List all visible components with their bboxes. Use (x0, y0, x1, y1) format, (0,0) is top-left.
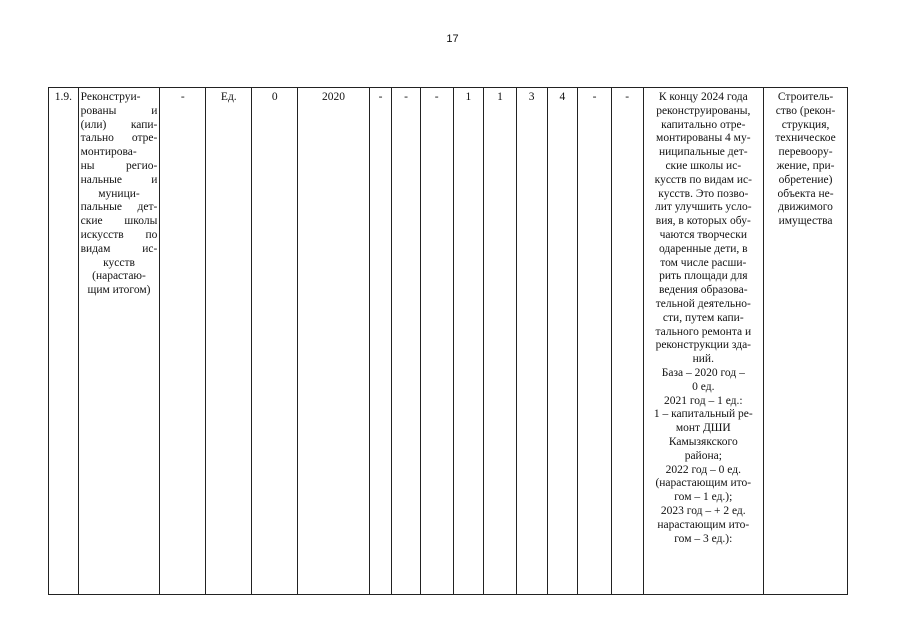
table-cell: - (369, 88, 391, 595)
description-line: района; (684, 449, 722, 462)
description-line: гом – 1 ед.); (674, 491, 733, 504)
description-line: том числе расши- (660, 256, 747, 269)
table-cell: 4 (547, 88, 578, 595)
indicator-name-line: видам ис- (80, 242, 158, 255)
table-cell: 3 (516, 88, 547, 595)
description-line: ские школы ис- (665, 159, 742, 172)
indicator-name-line: пальные дет- (80, 201, 158, 214)
indicator-name-line: щим итогом) (87, 284, 151, 297)
base-value-cell: 0 (252, 88, 298, 595)
description-line: кусств по видам ис- (654, 173, 752, 186)
description-line: реконструкции зда- (655, 339, 752, 352)
indicator-name-line: тально отре- (80, 132, 158, 145)
description-line: Камызякского (668, 435, 738, 448)
category-cell (764, 88, 848, 595)
description-line: гом – 3 ед.): (674, 532, 733, 545)
description-line: База – 2020 год – (661, 366, 745, 379)
table-cell: - (160, 88, 206, 595)
description-line: нарастающим ито- (657, 518, 750, 531)
description-line: реконструированы, (656, 104, 751, 117)
category-line: обретение) (778, 173, 833, 186)
indicator-name-line: Реконструи- (80, 91, 141, 103)
category-line: движимого (778, 201, 833, 214)
description-cell (643, 88, 764, 595)
category-line: ство (рекон- (775, 104, 836, 117)
description-line: одаренные дети, в (659, 242, 748, 255)
description-line: ниципальные дет- (658, 146, 748, 159)
indicator-name-line: ские школы (80, 215, 158, 228)
table-cell: - (611, 88, 643, 595)
description-line: тального ремонта и (655, 325, 752, 338)
table-cell: 1 (453, 88, 484, 595)
description-line: рить площади для (659, 270, 748, 283)
description-line: 2021 год – 1 ед.: (664, 394, 743, 407)
description-line: монтированы 4 му- (656, 132, 751, 145)
indicator-name-line: (или) капи- (80, 118, 158, 131)
description-line: (нарастающим ито- (655, 477, 752, 490)
description-line: кусств. Это позво- (658, 187, 749, 200)
table-row (49, 88, 848, 595)
category-line: перевоору- (778, 146, 833, 159)
indicator-name-line: монтирова- (80, 146, 137, 159)
description-line: вия, в которых обу- (655, 215, 751, 228)
indicator-name (78, 88, 160, 595)
category-line: жение, при- (776, 159, 835, 172)
table-cell: - (392, 88, 421, 595)
description-line: лит улучшить усло- (654, 201, 752, 214)
description-line: 1 – капитальный ре- (653, 408, 753, 421)
category-line: техническое (775, 132, 836, 145)
page-number: 17 (446, 33, 459, 45)
indicator-name-line: нальные и (80, 173, 158, 186)
row-number: 1.9. (49, 88, 79, 595)
indicator-name-line: ны регио- (80, 159, 158, 172)
description-line: чаются творчески (659, 228, 747, 241)
description-line: тельной деятельно- (655, 297, 751, 310)
description-line: ний. (692, 353, 714, 366)
description-line: К концу 2024 года (658, 91, 748, 103)
table-cell: 1 (484, 88, 517, 595)
unit-cell: Ед. (206, 88, 252, 595)
category-line: объекта не- (777, 187, 834, 200)
indicator-name-line: искусств по (80, 228, 158, 241)
base-year-cell: 2020 (298, 88, 370, 595)
description-line: 0 ед. (692, 380, 715, 393)
table-cell: - (578, 88, 612, 595)
description-line: 2022 год – 0 ед. (665, 463, 741, 476)
indicator-name-line: рованы и (80, 104, 158, 117)
indicator-name-line: кусств (103, 256, 135, 269)
indicator-table (48, 87, 848, 595)
description-line: монт ДШИ (675, 422, 731, 435)
category-line: Строитель- (777, 91, 834, 103)
category-line: струкция, (781, 118, 830, 131)
table-cell: - (420, 88, 453, 595)
indicator-name-line: (нарастаю- (92, 270, 146, 283)
description-line: ведения образова- (658, 284, 748, 297)
description-line: капитально отре- (661, 118, 746, 131)
description-line: сти, путем капи- (662, 311, 744, 324)
description-line: 2023 год – + 2 ед. (660, 504, 746, 517)
indicator-name-line: муници- (98, 187, 140, 200)
category-line: имущества (778, 215, 833, 228)
